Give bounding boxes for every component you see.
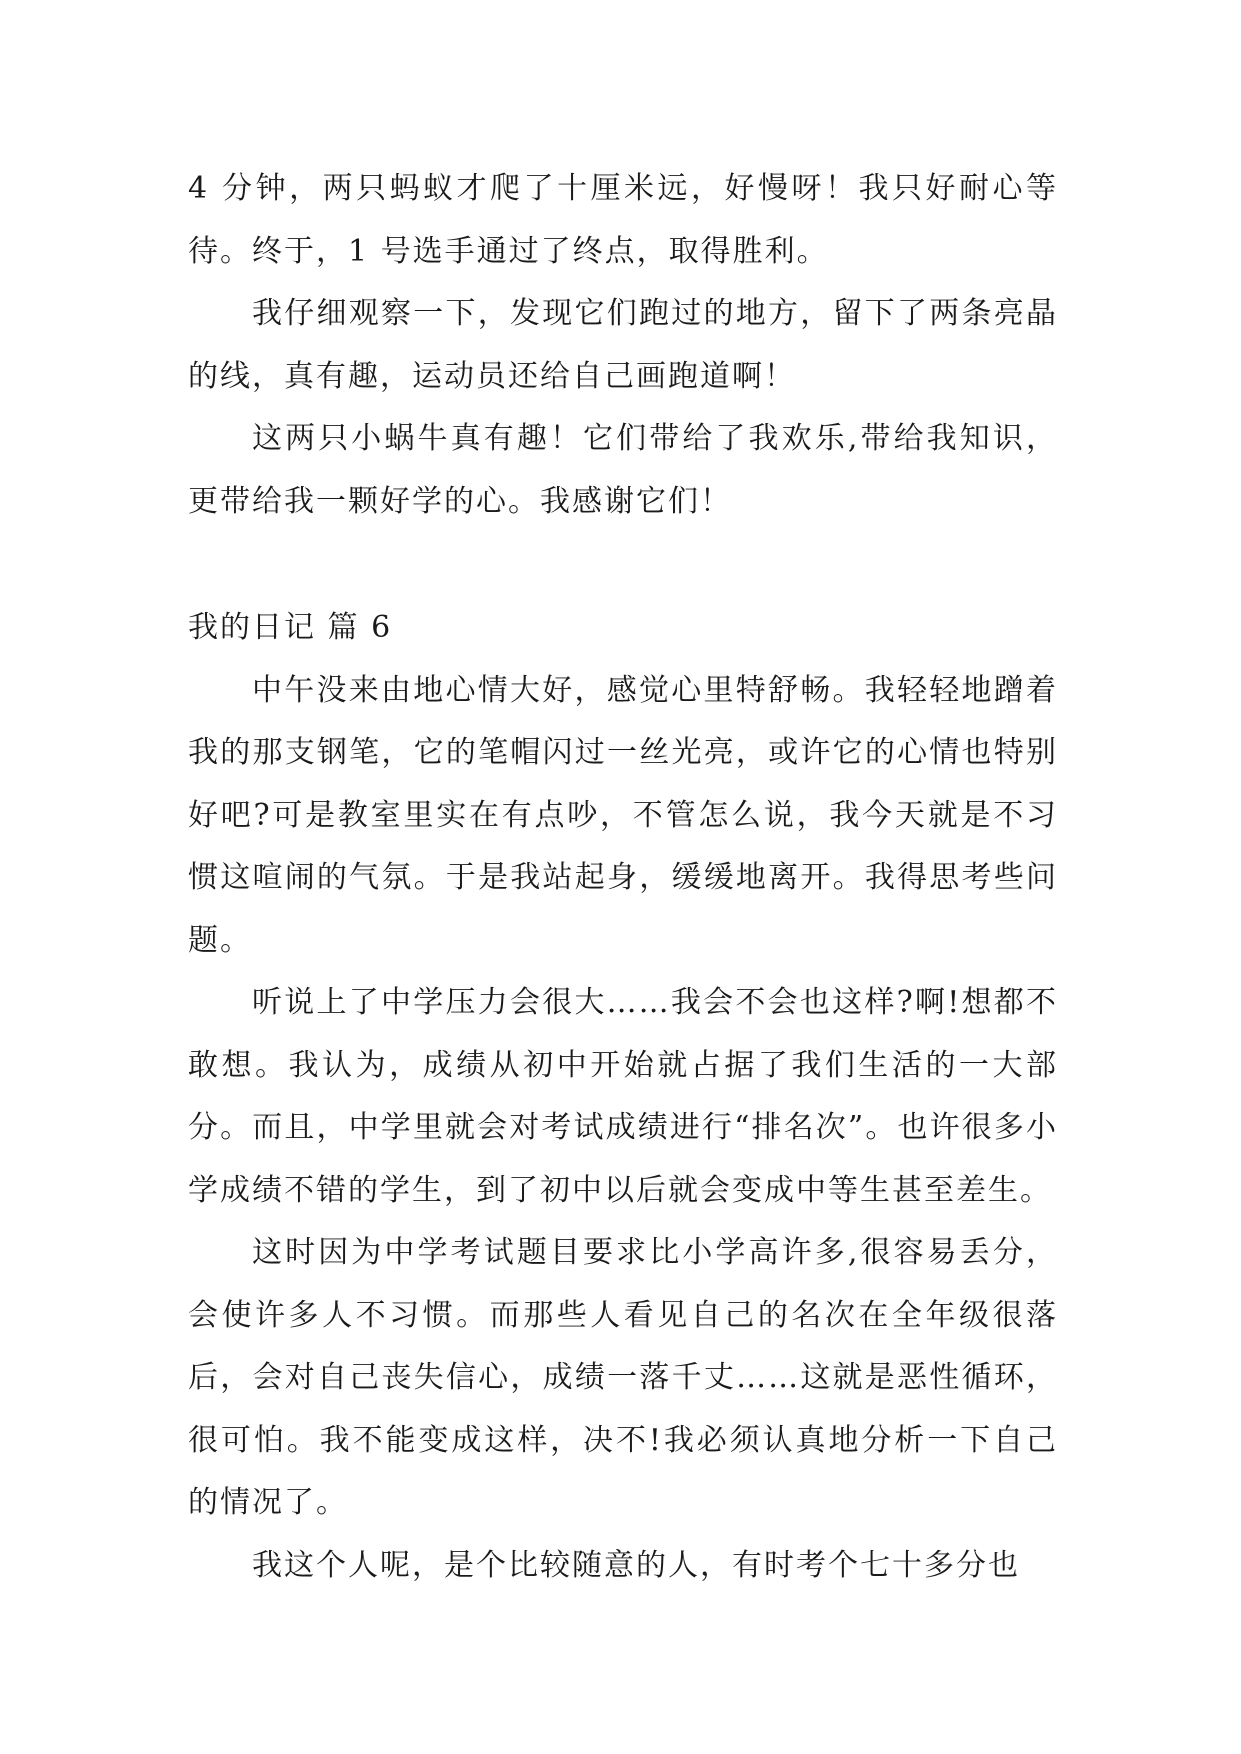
paragraph: 听说上了中学压力会很大……我会不会也这样?啊!想都不敢想。我认为，成绩从初中开始就占据了我们生活的一大部分。而且，中学里就会对考试成绩进行“排名次”。也许很多小学成绩不错的学生，到了初中以后就会变成中等生甚至差生。 xyxy=(188,985,1058,1208)
paragraph: 我仔细观察一下，发现它们跑过的地方，留下了两条亮晶的线，真有趣，运动员还给自己画跑道啊！ xyxy=(188,296,1058,394)
document-page xyxy=(188,158,1058,1597)
section-heading: 我的日记 篇 6 xyxy=(188,610,393,645)
paragraph-continuation: 4 分钟，两只蚂蚁才爬了十厘米远，好慢呀！我只好耐心等待。终于，1 号选手通过了终点，取得胜利。 xyxy=(188,171,1058,269)
paragraph: 我这个人呢，是个比较随意的人，有时考个七十多分也 xyxy=(252,1547,1020,1583)
paragraph: 这两只小蜗牛真有趣！它们带给了我欢乐,带给我知识，更带给我一颗好学的心。我感谢它们！ xyxy=(188,421,1058,519)
paragraph: 这时因为中学考试题目要求比小学高许多,很容易丢分，会使许多人不习惯。而那些人看见自己的名次在全年级很落后，会对自己丧失信心，成绩一落千丈……这就是恶性循环，很可怕。我不能变成这样，决不!我必须认真地分析一下自己的情况了。 xyxy=(188,1235,1058,1520)
paragraph: 中午没来由地心情大好，感觉心里特舒畅。我轻轻地蹭着我的那支钢笔，它的笔帽闪过一丝光亮，或许它的心情也特别好吧?可是教室里实在有点吵，不管怎么说，我今天就是不习惯这喧闹的气氛。于是我站起身，缓缓地离开。我得思考些问题。 xyxy=(188,672,1058,958)
